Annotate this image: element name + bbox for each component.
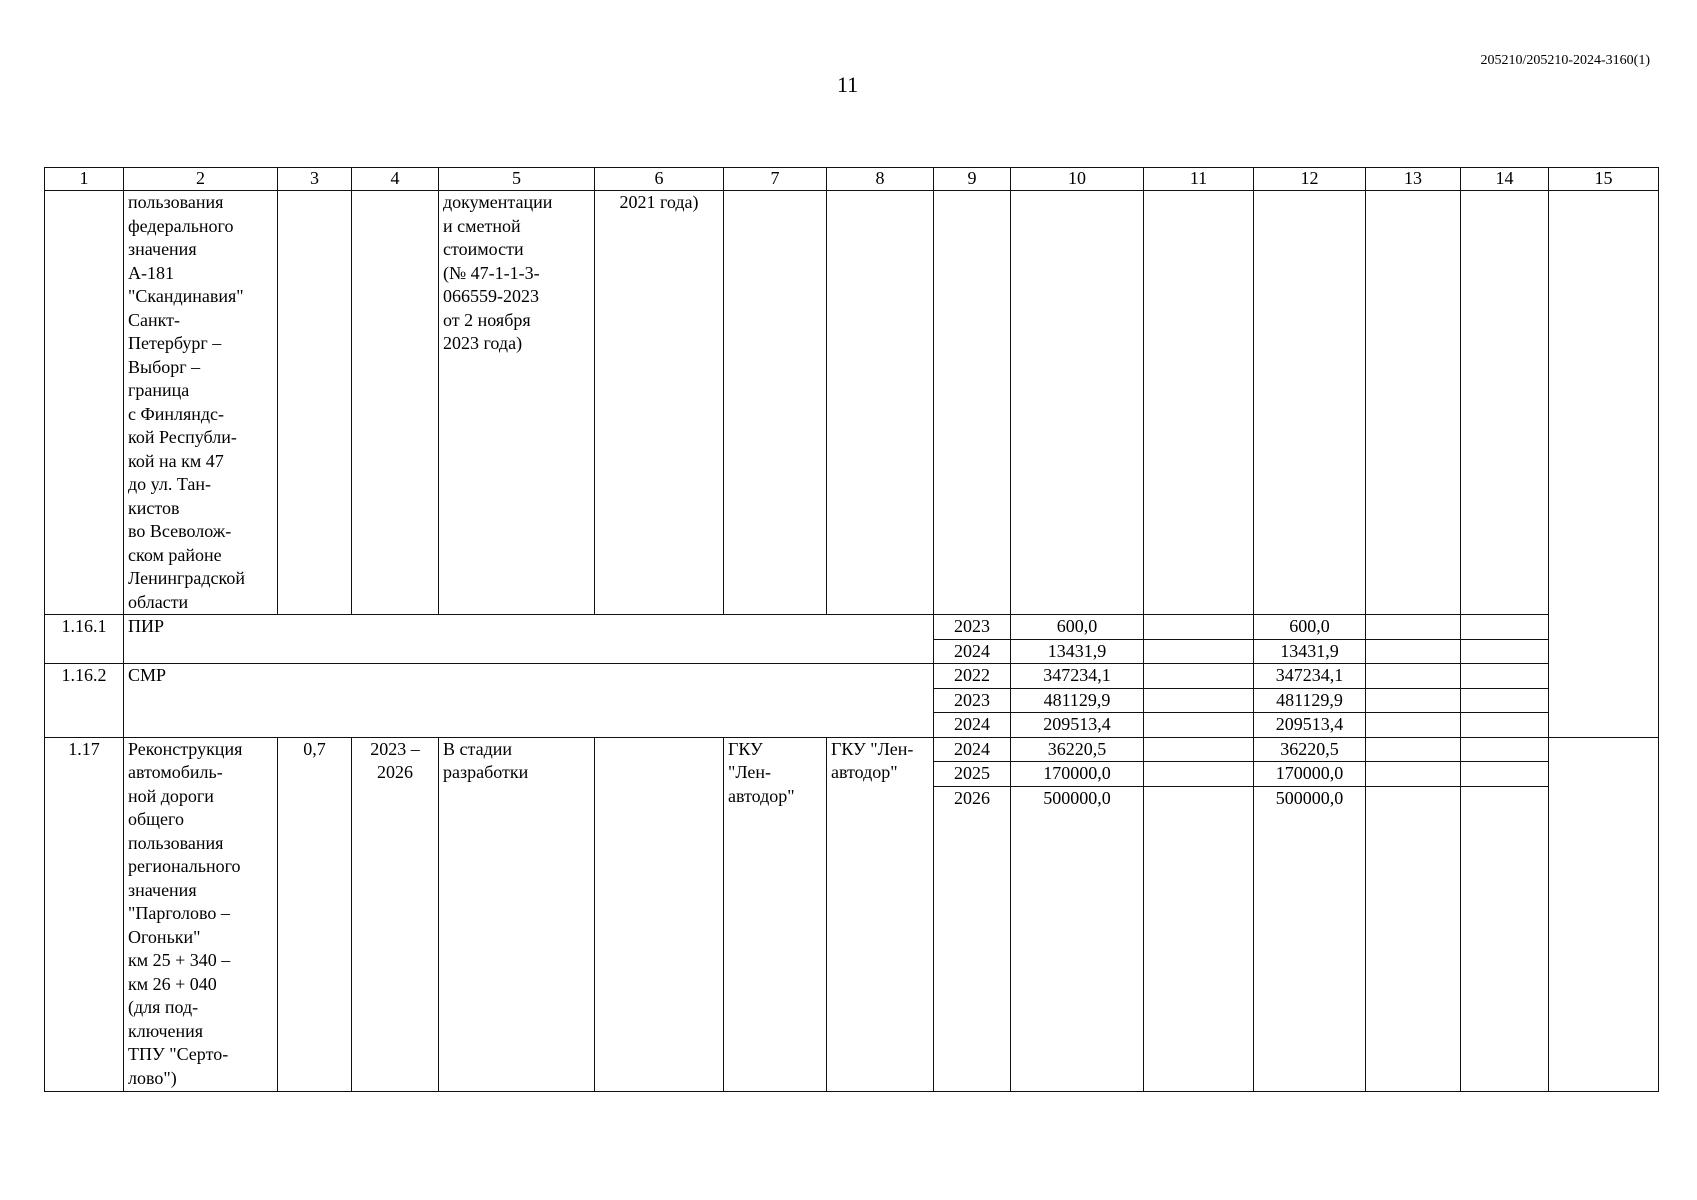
program-table [44,167,1659,1092]
length-cell: 0,7 [278,737,352,1091]
total-cell: 36220,5 [1011,737,1144,762]
table-row [45,615,1659,640]
column-number: 7 [724,168,827,191]
year-cell: 2026 [934,786,1011,1091]
status-cell: В стадии разработки [439,737,595,1091]
total-cell: 347234,1 [1011,664,1144,689]
column-number: 2 [124,168,278,191]
column-number: 1 [45,168,124,191]
year-cell: 2024 [934,639,1011,664]
col6-continued: 2021 года) [595,191,724,615]
document-id: 205210/205210-2024-3160(1) [1480,53,1650,68]
period-cell: 2023 – 2026 [352,737,439,1091]
total-cell: 500000,0 [1011,786,1144,1091]
col12-cell: 170000,0 [1254,762,1366,787]
total-cell: 170000,0 [1011,762,1144,787]
builder-cell: ГКУ "Лен- автодор" [827,737,934,1091]
column-number: 10 [1011,168,1144,191]
item-name: ПИР [124,615,934,664]
column-number-row [45,168,1659,191]
year-cell: 2024 [934,713,1011,738]
column-number: 5 [439,168,595,191]
page-number: 11 [837,72,859,97]
table-row [45,737,1659,762]
year-cell: 2023 [934,615,1011,640]
column-number: 4 [352,168,439,191]
customer-cell: ГКУ "Лен- автодор" [724,737,827,1091]
column-number: 15 [1549,168,1659,191]
total-cell: 209513,4 [1011,713,1144,738]
column-number: 9 [934,168,1011,191]
table-row [45,664,1659,689]
column-number: 6 [595,168,724,191]
col12-cell: 209513,4 [1254,713,1366,738]
column-number: 3 [278,168,352,191]
col12-cell: 347234,1 [1254,664,1366,689]
total-cell: 481129,9 [1011,688,1144,713]
object-name-continued: пользования федерального значения А-181 "Скандинавия" Санкт- Петербург – Выборг – граница с Финляндс- кой Республи- кой на км 47 до ул. Тан- кистов во Всеволож- ском районе Ленинградской области [124,191,278,615]
col12-cell: 13431,9 [1254,639,1366,664]
item-number: 1.16.2 [45,664,124,738]
continuation-row [45,191,1659,615]
total-cell: 13431,9 [1011,639,1144,664]
year-cell: 2024 [934,737,1011,762]
col12-cell: 481129,9 [1254,688,1366,713]
total-cell: 600,0 [1011,615,1144,640]
item-name: СМР [124,664,934,738]
col12-cell: 36220,5 [1254,737,1366,762]
year-cell: 2022 [934,664,1011,689]
year-cell: 2023 [934,688,1011,713]
item-number: 1.17 [45,737,124,1091]
item-name: Реконструкция автомобиль- ной дороги общего пользования регионального значения "Парголово – Огоньки" км 25 + 340 – км 26 + 040 (для под- ключения ТПУ "Серто- лово") [124,737,278,1091]
status-continued: документации и сметной стоимости (№ 47-1-1-3- 066559-2023 от 2 ноября 2023 года) [439,191,595,615]
item-number: 1.16.1 [45,615,124,664]
year-cell: 2025 [934,762,1011,787]
column-number: 8 [827,168,934,191]
col12-cell: 500000,0 [1254,786,1366,1091]
column-number: 13 [1366,168,1461,191]
column-number: 14 [1461,168,1549,191]
column-number: 12 [1254,168,1366,191]
col12-cell: 600,0 [1254,615,1366,640]
column-number: 11 [1144,168,1254,191]
